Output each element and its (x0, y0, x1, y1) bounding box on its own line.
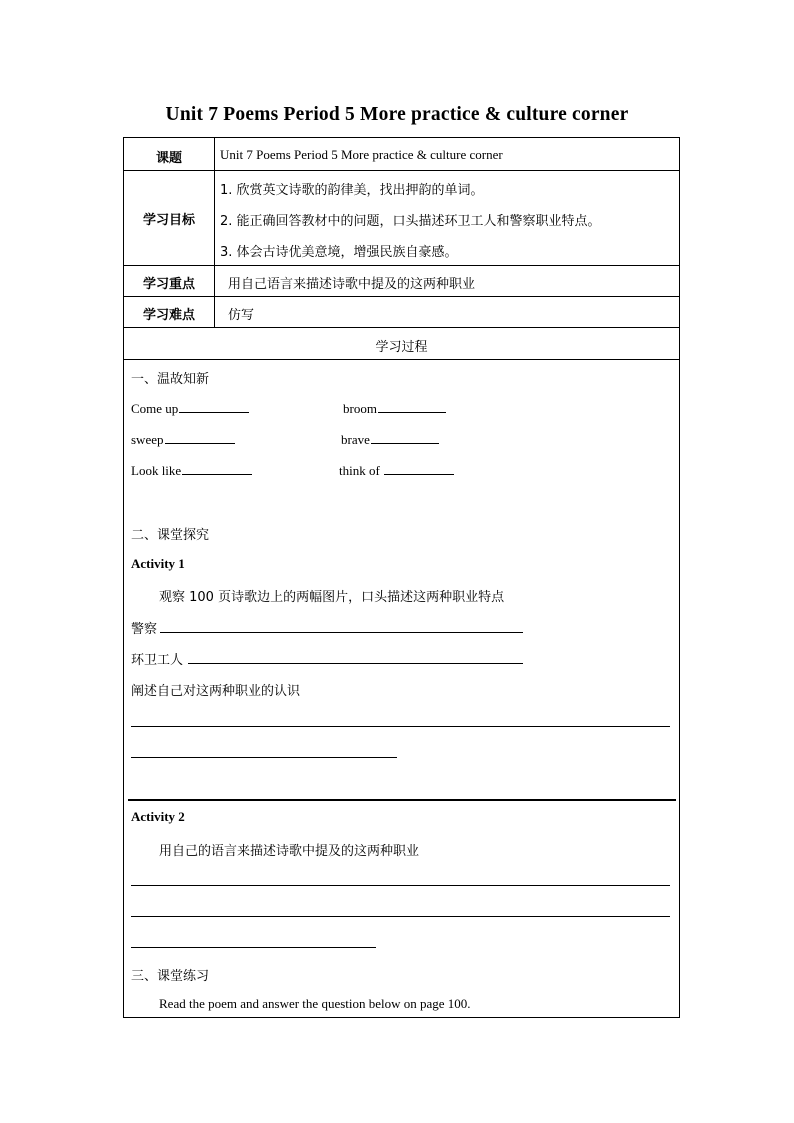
row-divider (124, 327, 679, 328)
section2-heading: 二、课堂探究 (131, 528, 210, 543)
row-divider (124, 359, 679, 360)
answer-blank[interactable] (182, 462, 252, 475)
answer-blank[interactable] (179, 400, 249, 413)
answer-blank[interactable] (371, 431, 439, 444)
objective-item: 2. 能正确回答教材中的问题，口头描述环卫工人和警察职业特点。 (220, 214, 601, 229)
process-header: 学习过程 (375, 340, 428, 355)
vocab-word: think of (339, 463, 384, 478)
activity2-instruction: 用自己的语言来描述诗歌中提及的这两种职业 (159, 844, 420, 859)
answer-line[interactable] (131, 726, 670, 727)
answer-line[interactable] (131, 916, 670, 917)
answer-line[interactable] (160, 632, 523, 633)
key-points-value: 用自己语言来描述诗歌中提及的这两种职业 (228, 277, 476, 292)
row-divider (124, 265, 679, 266)
vocab-item (339, 462, 454, 479)
answer-blank[interactable] (378, 400, 446, 413)
page-title: Unit 7 Poems Period 5 More practice & culture corner (165, 104, 629, 125)
vocab-word: brave (341, 432, 370, 447)
answer-line[interactable] (131, 947, 376, 948)
section-divider (128, 799, 676, 801)
vocab-item (341, 431, 439, 448)
vocab-word: Look like (131, 463, 182, 478)
sanitation-label: 环卫工人 (131, 653, 184, 668)
answer-blank[interactable] (384, 462, 454, 475)
column-divider (214, 138, 215, 327)
answer-line[interactable] (131, 885, 670, 886)
label-key-points: 学习重点 (142, 277, 195, 292)
vocab-word: broom (343, 401, 377, 416)
row-divider (124, 296, 679, 297)
vocab-item (131, 400, 249, 417)
row-divider (124, 170, 679, 171)
section3-heading: 三、课堂练习 (131, 969, 210, 984)
section3-instruction: Read the poem and answer the question below on page 100. (159, 996, 471, 1011)
answer-line[interactable] (131, 757, 397, 758)
label-topic: 课题 (155, 151, 182, 166)
objective-item: 1. 欣赏英文诗歌的韵律美，找出押韵的单词。 (220, 183, 484, 198)
answer-blank[interactable] (165, 431, 235, 444)
activity1-instruction: 观察 100 页诗歌边上的两幅图片，口头描述这两种职业特点 (159, 590, 505, 605)
vocab-item (343, 400, 446, 417)
label-objectives: 学习目标 (142, 213, 195, 228)
vocab-item (131, 462, 252, 479)
difficulties-value: 仿写 (228, 308, 255, 323)
section1-heading: 一、温故知新 (131, 372, 210, 387)
vocab-item (131, 431, 235, 448)
vocab-word: Come up (131, 401, 179, 416)
police-label: 警察 (131, 622, 158, 637)
objective-item: 3. 体会古诗优美意境，增强民族自豪感。 (220, 245, 458, 260)
label-difficulties: 学习难点 (142, 308, 195, 323)
worksheet-table (123, 137, 680, 1018)
activity1-title: Activity 1 (131, 556, 185, 571)
opinion-prompt: 阐述自己对这两种职业的认识 (131, 684, 301, 699)
activity2-title: Activity 2 (131, 809, 185, 824)
answer-line[interactable] (188, 663, 523, 664)
vocab-word: sweep (131, 432, 164, 447)
topic-value: Unit 7 Poems Period 5 More practice & culture corner (220, 147, 503, 162)
